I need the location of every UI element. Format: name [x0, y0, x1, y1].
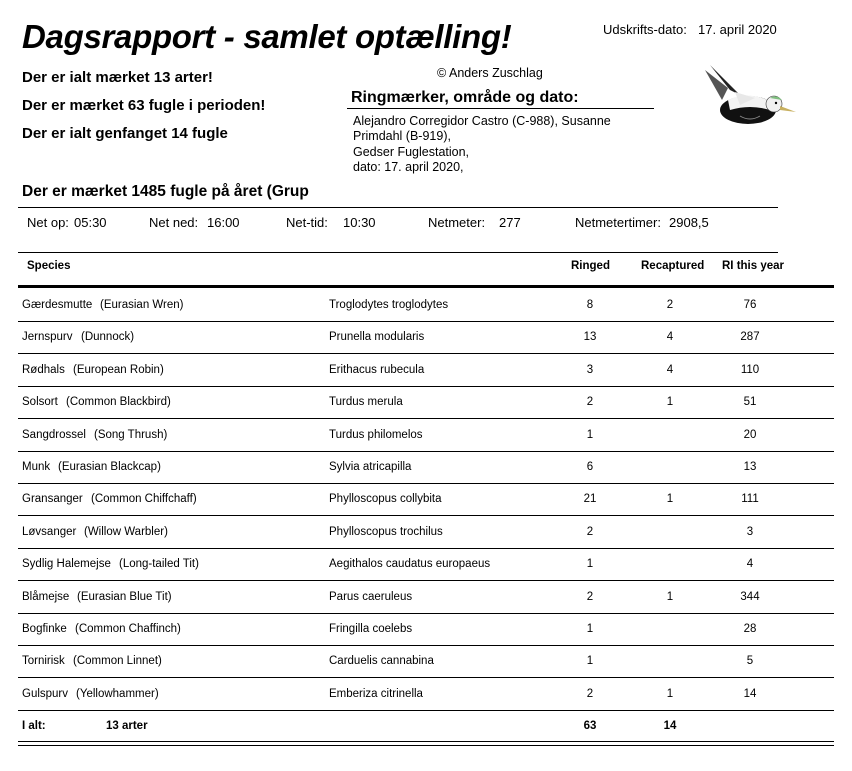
species-english: (Eurasian Blackcap): [58, 461, 161, 473]
eider-duck-icon: [700, 60, 800, 135]
recaptured-count: 1: [666, 687, 674, 700]
ringed-count: 3: [586, 363, 594, 376]
year-count: 110: [740, 363, 760, 376]
species-latin: Erithacus rubecula: [329, 363, 425, 376]
species-english: (Common Linnet): [73, 655, 162, 668]
ringed-count: 2: [586, 525, 594, 538]
page-title: Dagsrapport - samlet optælling!: [22, 18, 512, 55]
year-count: 287: [740, 331, 760, 344]
species-english: (Yellowhammer): [76, 687, 159, 700]
species-latin: Turdus merula: [329, 396, 403, 409]
species-latin: Phylloscopus trochilus: [329, 525, 443, 538]
row-divider: [18, 645, 834, 646]
net-meter-hours-label: Netmetertimer:: [575, 215, 661, 230]
row-divider: [18, 548, 834, 549]
summary-species-count: Der er ialt mærket 13 arter!: [22, 69, 213, 86]
species-latin: Emberiza citrinella: [329, 687, 423, 700]
header-year: RI this year: [722, 260, 784, 272]
species-english: (Dunnock): [81, 331, 135, 344]
recaptured-count: 4: [666, 331, 674, 344]
year-count: 20: [743, 428, 757, 441]
species-danish: Solsort: [22, 396, 58, 409]
species-danish: Tornirisk: [22, 655, 65, 668]
summary-recaptured: Der er ialt genfanget 14 fugle: [22, 125, 228, 142]
header-recaptured: Recaptured: [641, 260, 705, 272]
ringed-count: 2: [586, 687, 594, 700]
year-count: 14: [743, 687, 757, 700]
row-divider: [18, 483, 834, 484]
species-latin: Fringilla coelebs: [329, 623, 413, 635]
bottom-rule: [18, 741, 834, 742]
species-danish: Jernspurv: [22, 331, 73, 344]
species-danish: Blåmejse: [22, 590, 70, 603]
species-danish: Løvsanger: [22, 525, 77, 538]
row-divider: [18, 353, 834, 354]
print-date-label: Udskrifts-dato:: [603, 22, 687, 37]
net-meter-label: Netmeter:: [428, 215, 486, 230]
year-count: 4: [746, 558, 754, 571]
net-meter-hours-value: 2908,5: [669, 215, 709, 230]
species-danish: Munk: [22, 461, 51, 473]
row-divider: [18, 418, 834, 419]
species-english: (Eurasian Wren): [100, 299, 184, 311]
species-danish: Gærdesmutte: [22, 299, 93, 311]
row-divider: [18, 613, 834, 614]
year-count: 111: [741, 493, 759, 506]
row-divider: [18, 580, 834, 581]
row-divider: [18, 677, 834, 678]
net-time-label: Net-tid:: [286, 215, 328, 230]
year-count: 51: [743, 396, 757, 409]
year-count: 76: [743, 299, 757, 311]
total-label: I alt:: [22, 720, 46, 733]
recaptured-count: 2: [666, 299, 674, 311]
ringer-heading: Ringmærker, område og dato:: [351, 89, 579, 106]
summary-birds-period: Der er mærket 63 fugle i perioden!: [22, 97, 266, 114]
species-danish: Gransanger: [22, 493, 83, 506]
species-latin: Phylloscopus collybita: [329, 493, 442, 506]
ringed-count: 6: [586, 461, 594, 473]
net-meter-value: 277: [499, 215, 521, 230]
copyright: © Anders Zuschlag: [437, 66, 543, 80]
recaptured-count: 4: [666, 363, 674, 376]
species-english: (European Robin): [73, 363, 164, 376]
print-date: 17. april 2020: [698, 22, 777, 37]
species-latin: Aegithalos caudatus europaeus: [329, 558, 491, 571]
ringed-count: 13: [583, 331, 597, 344]
recaptured-count: 1: [666, 396, 674, 409]
net-down-label: Net ned:: [149, 215, 199, 230]
species-latin: Prunella modularis: [329, 331, 425, 344]
ringed-count: 1: [586, 655, 594, 668]
species-english: (Common Blackbird): [66, 396, 171, 409]
species-latin: Sylvia atricapilla: [329, 461, 412, 473]
species-danish: Rødhals: [22, 363, 65, 376]
row-divider: [18, 710, 834, 711]
ringer-line-4: dato: 17. april 2020,: [353, 160, 464, 174]
species-english: (Willow Warbler): [84, 525, 168, 538]
species-english: (Eurasian Blue Tit): [77, 590, 172, 603]
species-danish: Bogfinke: [22, 623, 67, 635]
total-species: 13 arter: [106, 720, 148, 733]
species-latin: Troglodytes troglodytes: [329, 299, 449, 311]
year-count: 5: [746, 655, 754, 668]
year-count: 13: [743, 461, 757, 473]
total-recaptured: 14: [663, 720, 677, 733]
ringed-count: 21: [583, 493, 597, 506]
total-ringed: 63: [583, 720, 597, 733]
year-count: 28: [743, 623, 757, 635]
ringed-count: 1: [586, 558, 594, 571]
net-up-label: Net op:: [27, 215, 69, 230]
species-danish: Gulspurv: [22, 687, 69, 700]
ringed-count: 8: [586, 299, 594, 311]
row-divider: [18, 515, 834, 516]
row-divider: [18, 386, 834, 387]
header-ringed: Ringed: [571, 260, 610, 272]
summary-year-total: Der er mærket 1485 fugle på året (Grup: [22, 183, 309, 200]
year-count: 3: [746, 525, 754, 538]
recaptured-count: 1: [666, 493, 674, 506]
species-danish: Sangdrossel: [22, 428, 86, 441]
row-divider: [18, 321, 834, 322]
net-up-value: 05:30: [74, 215, 107, 230]
bottom-rule: [18, 745, 834, 746]
species-english: (Common Chiffchaff): [91, 493, 197, 506]
row-divider: [18, 451, 834, 452]
species-english: (Common Chaffinch): [75, 623, 181, 635]
species-latin: Carduelis cannabina: [329, 655, 434, 668]
ringer-underline: [347, 108, 654, 109]
ringed-count: 2: [586, 396, 594, 409]
species-english: (Song Thrush): [94, 428, 168, 441]
net-down-value: 16:00: [207, 215, 240, 230]
net-time-value: 10:30: [343, 215, 376, 230]
ringer-line-3: Gedser Fuglestation,: [353, 145, 470, 159]
species-latin: Turdus philomelos: [329, 428, 423, 441]
table-top-line: [18, 252, 778, 253]
ringer-line-1: Alejandro Corregidor Castro (C-988), Susanne: [353, 114, 611, 128]
header-species: Species: [27, 260, 71, 272]
species-danish: Sydlig Halemejse: [22, 558, 111, 571]
ringed-count: 2: [586, 590, 594, 603]
year-count: 344: [740, 590, 760, 603]
species-latin: Parus caeruleus: [329, 590, 413, 603]
ringed-count: 1: [586, 428, 594, 441]
header-rule: [18, 285, 834, 288]
ringed-count: 1: [586, 623, 594, 635]
species-english: (Long-tailed Tit): [119, 558, 199, 571]
recaptured-count: 1: [666, 590, 674, 603]
divider: [18, 207, 778, 208]
ringer-line-2: Primdahl (B-919),: [353, 129, 451, 143]
